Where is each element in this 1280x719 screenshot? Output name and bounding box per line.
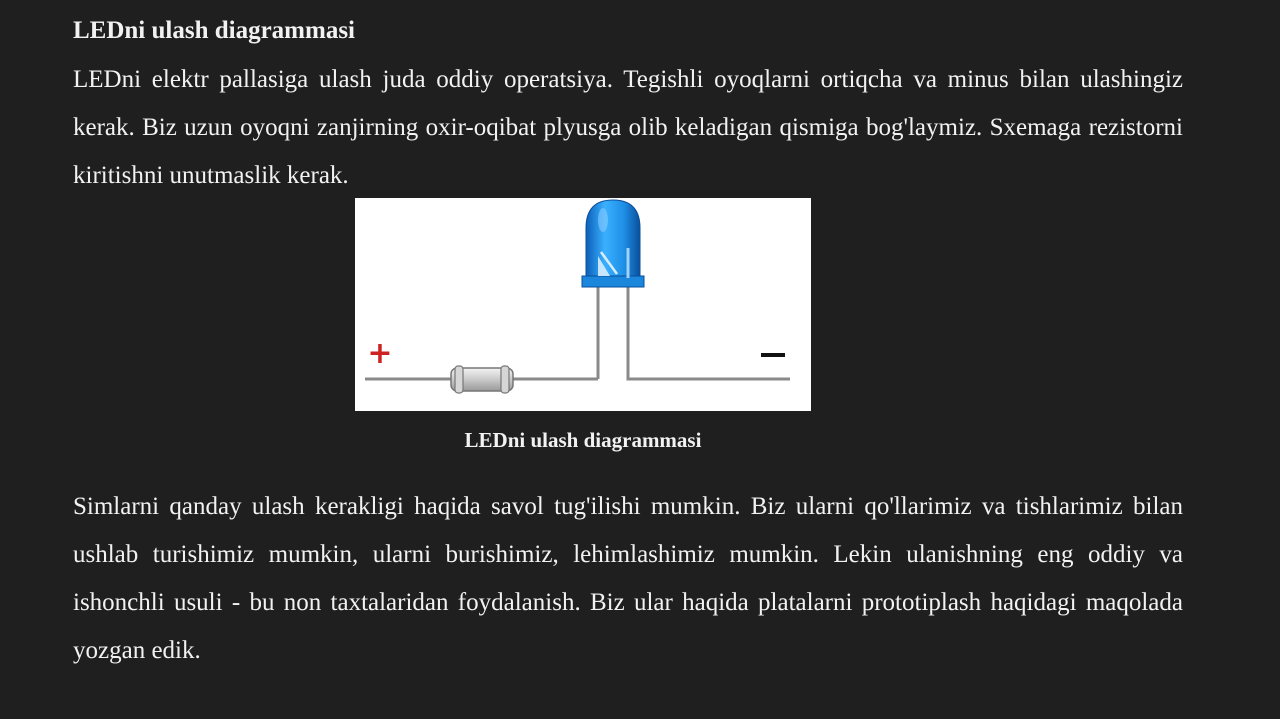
minus-sign-bar	[761, 353, 785, 357]
intro-paragraph: LEDni elektr pallasiga ulash juda oddiy operatsiya. Tegishli oyoqlarni ortiqcha va minus bilan ulashingiz kerak. Biz uzun oyoqni zanjirning oxir-oqibat plyusga olib keladigan qismiga bog'laymiz. Sxemaga rezistorni kiritishni unutmaslik kerak.	[73, 66, 1183, 189]
led-legs	[598, 285, 790, 379]
plus-sign: +	[367, 336, 393, 371]
minus-sign: −	[772, 358, 774, 359]
wiring-paragraph: Simlarni qanday ulash kerakligi haqida savol tug'ilishi mumkin. Biz ularni qo'llarimiz va tishlarimiz bilan ushlab turishimiz mumkin, ularni burishimiz, lehimlashimiz mumkin. Lekin ulanishning eng oddiy va ishonchli usuli - bu non taxtalaridan foydalanish. Biz ular haqida platalarni prototiplash haqidagi maqolada yozgan edik.	[73, 493, 1183, 664]
figure-caption: LEDni ulash diagrammasi	[464, 428, 702, 452]
led-icon	[582, 200, 644, 287]
led-wiring-diagram	[355, 198, 811, 411]
section-heading: LEDni ulash diagrammasi	[73, 17, 356, 44]
resistor	[451, 366, 513, 393]
